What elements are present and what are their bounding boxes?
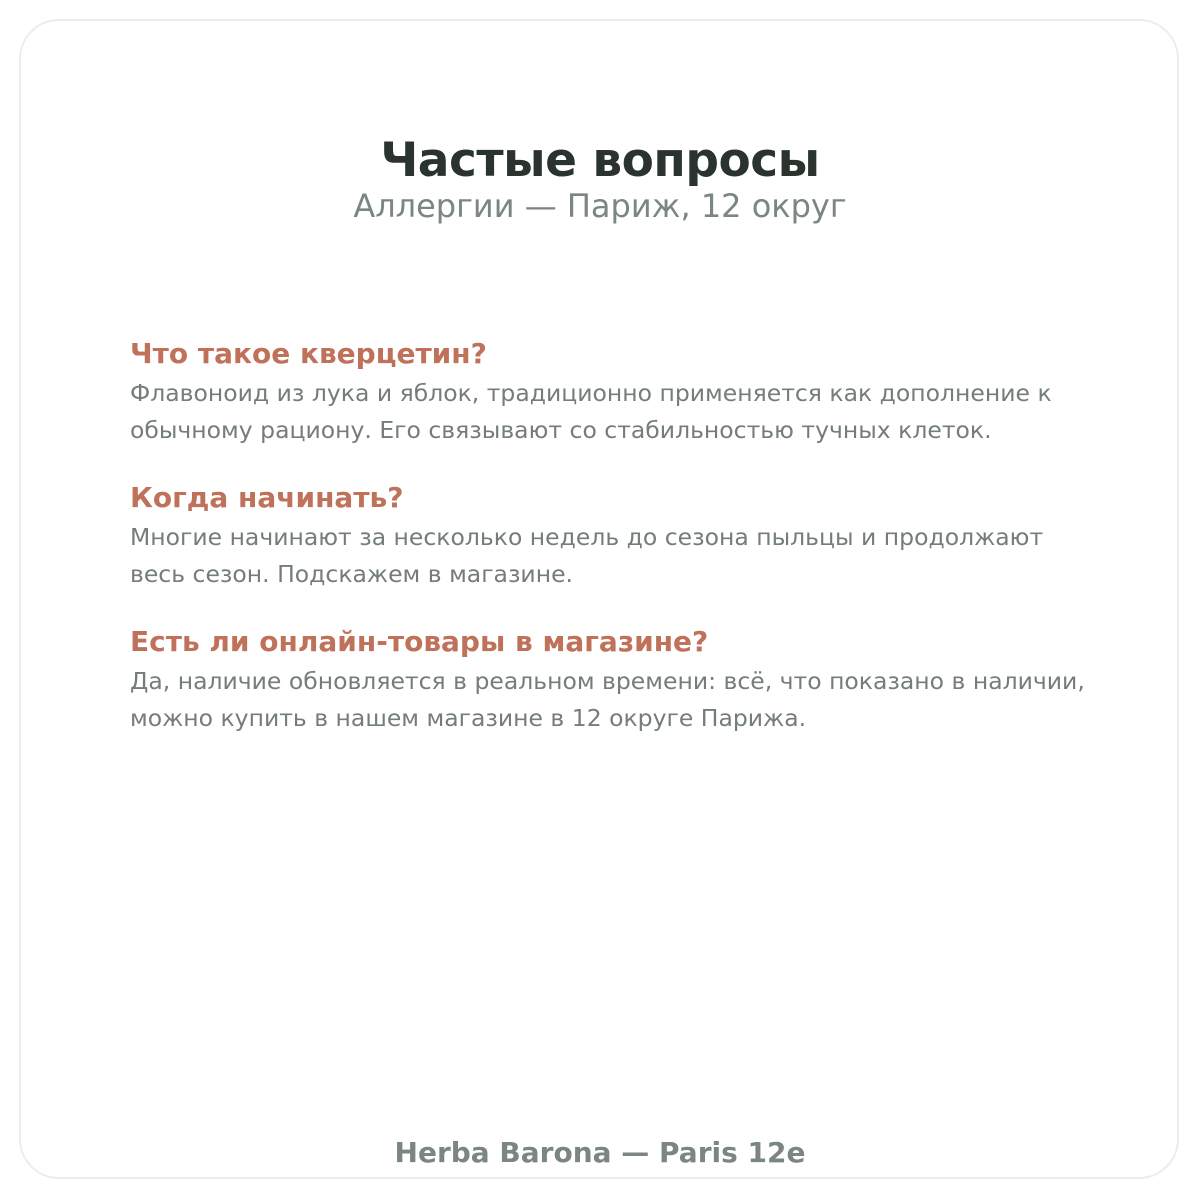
faq-item-when-to-start	[130, 477, 1090, 593]
page-subtitle: Аллергии — Париж, 12 округ	[353, 187, 847, 225]
faq-answer: Да, наличие обновляется в реальном времени: всё, что показано в наличии, можно купить в нашем магазине в 12 округе Парижа.	[130, 667, 1085, 732]
faq-question: Когда начинать?	[130, 481, 404, 514]
faq-list	[130, 333, 1090, 765]
footer-brand: Herba Barona — Paris 12e	[394, 1136, 806, 1169]
faq-item-online-stock	[130, 621, 1090, 737]
faq-item-quercetin	[130, 333, 1090, 449]
faq-question: Что такое кверцетин?	[130, 337, 487, 370]
faq-answer: Флавоноид из лука и яблок, традиционно применяется как дополнение к обычному рациону. Его связывают со стабильностью тучных клеток.	[130, 379, 1052, 444]
faq-answer: Многие начинают за несколько недель до сезона пыльцы и продолжают весь сезон. Подскажем в магазине.	[130, 523, 1044, 588]
page-title: Частые вопросы	[380, 133, 820, 189]
faq-question: Есть ли онлайн-товары в магазине?	[130, 625, 709, 658]
